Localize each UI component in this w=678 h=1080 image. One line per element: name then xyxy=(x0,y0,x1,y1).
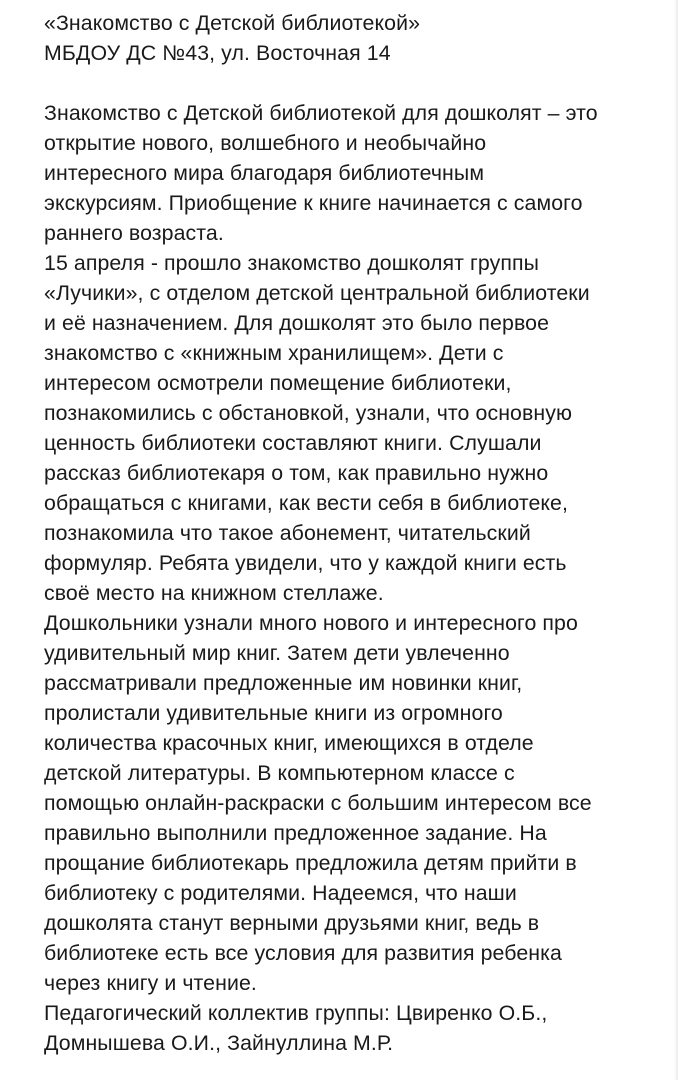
text-line: познакомила что такое абонемент, читательский xyxy=(44,521,531,545)
document-body xyxy=(44,8,674,1058)
text-line: раннего возраста. xyxy=(44,221,224,245)
text-line: и её назначением. Для дошколят это было первое xyxy=(44,311,550,335)
text-line: обращаться с книгами, как вести себя в библиотеке, xyxy=(44,491,569,515)
paragraph-intro xyxy=(44,98,674,248)
text-line: Дошкольники узнали много нового и интересного про xyxy=(44,611,578,635)
text-line: количества красочных книг, имеющихся в отделе xyxy=(44,731,534,755)
text-line: библиотеке есть все условия для развития ребенка xyxy=(44,941,562,965)
paragraph-visit xyxy=(44,248,674,608)
text-line: интересного мира благодаря библиотечным xyxy=(44,161,485,185)
text-line: детской литературы. В компьютерном классе с xyxy=(44,761,515,785)
text-line: экскурсиям. Приобщение к книге начинается с самого xyxy=(44,191,583,215)
text-line: через книгу и чтение. xyxy=(44,971,257,995)
signature-line: Педагогический коллектив группы: Цвиренко О.Б., xyxy=(44,1001,548,1025)
text-line: правильно выполнили предложенное задание. На xyxy=(44,821,547,845)
text-line: интересом осмотрели помещение библиотеки, xyxy=(44,371,512,395)
document-title: «Знакомство с Детской библиотекой» xyxy=(44,11,421,35)
signature-line: Домнышева О.И., Зайнуллина М.Р. xyxy=(44,1031,394,1055)
text-line: 15 апреля - прошло знакомство дошколят группы xyxy=(44,251,540,275)
text-line: открытие нового, волшебного и необычайно xyxy=(44,131,487,155)
signature-block xyxy=(44,998,674,1058)
paragraph-activities xyxy=(44,608,674,998)
text-line: формуляр. Ребята увидели, что у каждой книги есть xyxy=(44,551,567,575)
organization-address: МБДОУ ДС №43, ул. Восточная 14 xyxy=(44,41,391,65)
page-edge xyxy=(674,0,678,1080)
text-line: своё место на книжном стеллаже. xyxy=(44,581,384,605)
text-line: пролистали удивительные книги из огромного xyxy=(44,701,503,725)
text-line: библиотеку с родителями. Надеемся, что наши xyxy=(44,881,517,905)
text-line: ценность библиотеки составляют книги. Слушали xyxy=(44,431,542,455)
text-line: помощью онлайн-раскраски с большим интересом все xyxy=(44,791,592,815)
text-line: прощание библиотекарь предложила детям прийти в xyxy=(44,851,577,875)
spacer xyxy=(44,68,674,98)
text-line: знакомство с «книжным хранилищем». Дети с xyxy=(44,341,504,365)
text-line: «Лучики», с отделом детской центральной библиотеки xyxy=(44,281,590,305)
text-line: Знакомство с Детской библиотекой для дошколят – это xyxy=(44,101,598,125)
text-line: дошколята станут верными друзьями книг, ведь в xyxy=(44,911,540,935)
text-line: удивительный мир книг. Затем дети увлеченно xyxy=(44,641,510,665)
text-line: познакомились с обстановкой, узнали, что основную xyxy=(44,401,573,425)
text-line: рассматривали предложенные им новинки книг, xyxy=(44,671,523,695)
document-header xyxy=(44,8,674,68)
text-line: рассказ библиотекаря о том, как правильно нужно xyxy=(44,461,549,485)
